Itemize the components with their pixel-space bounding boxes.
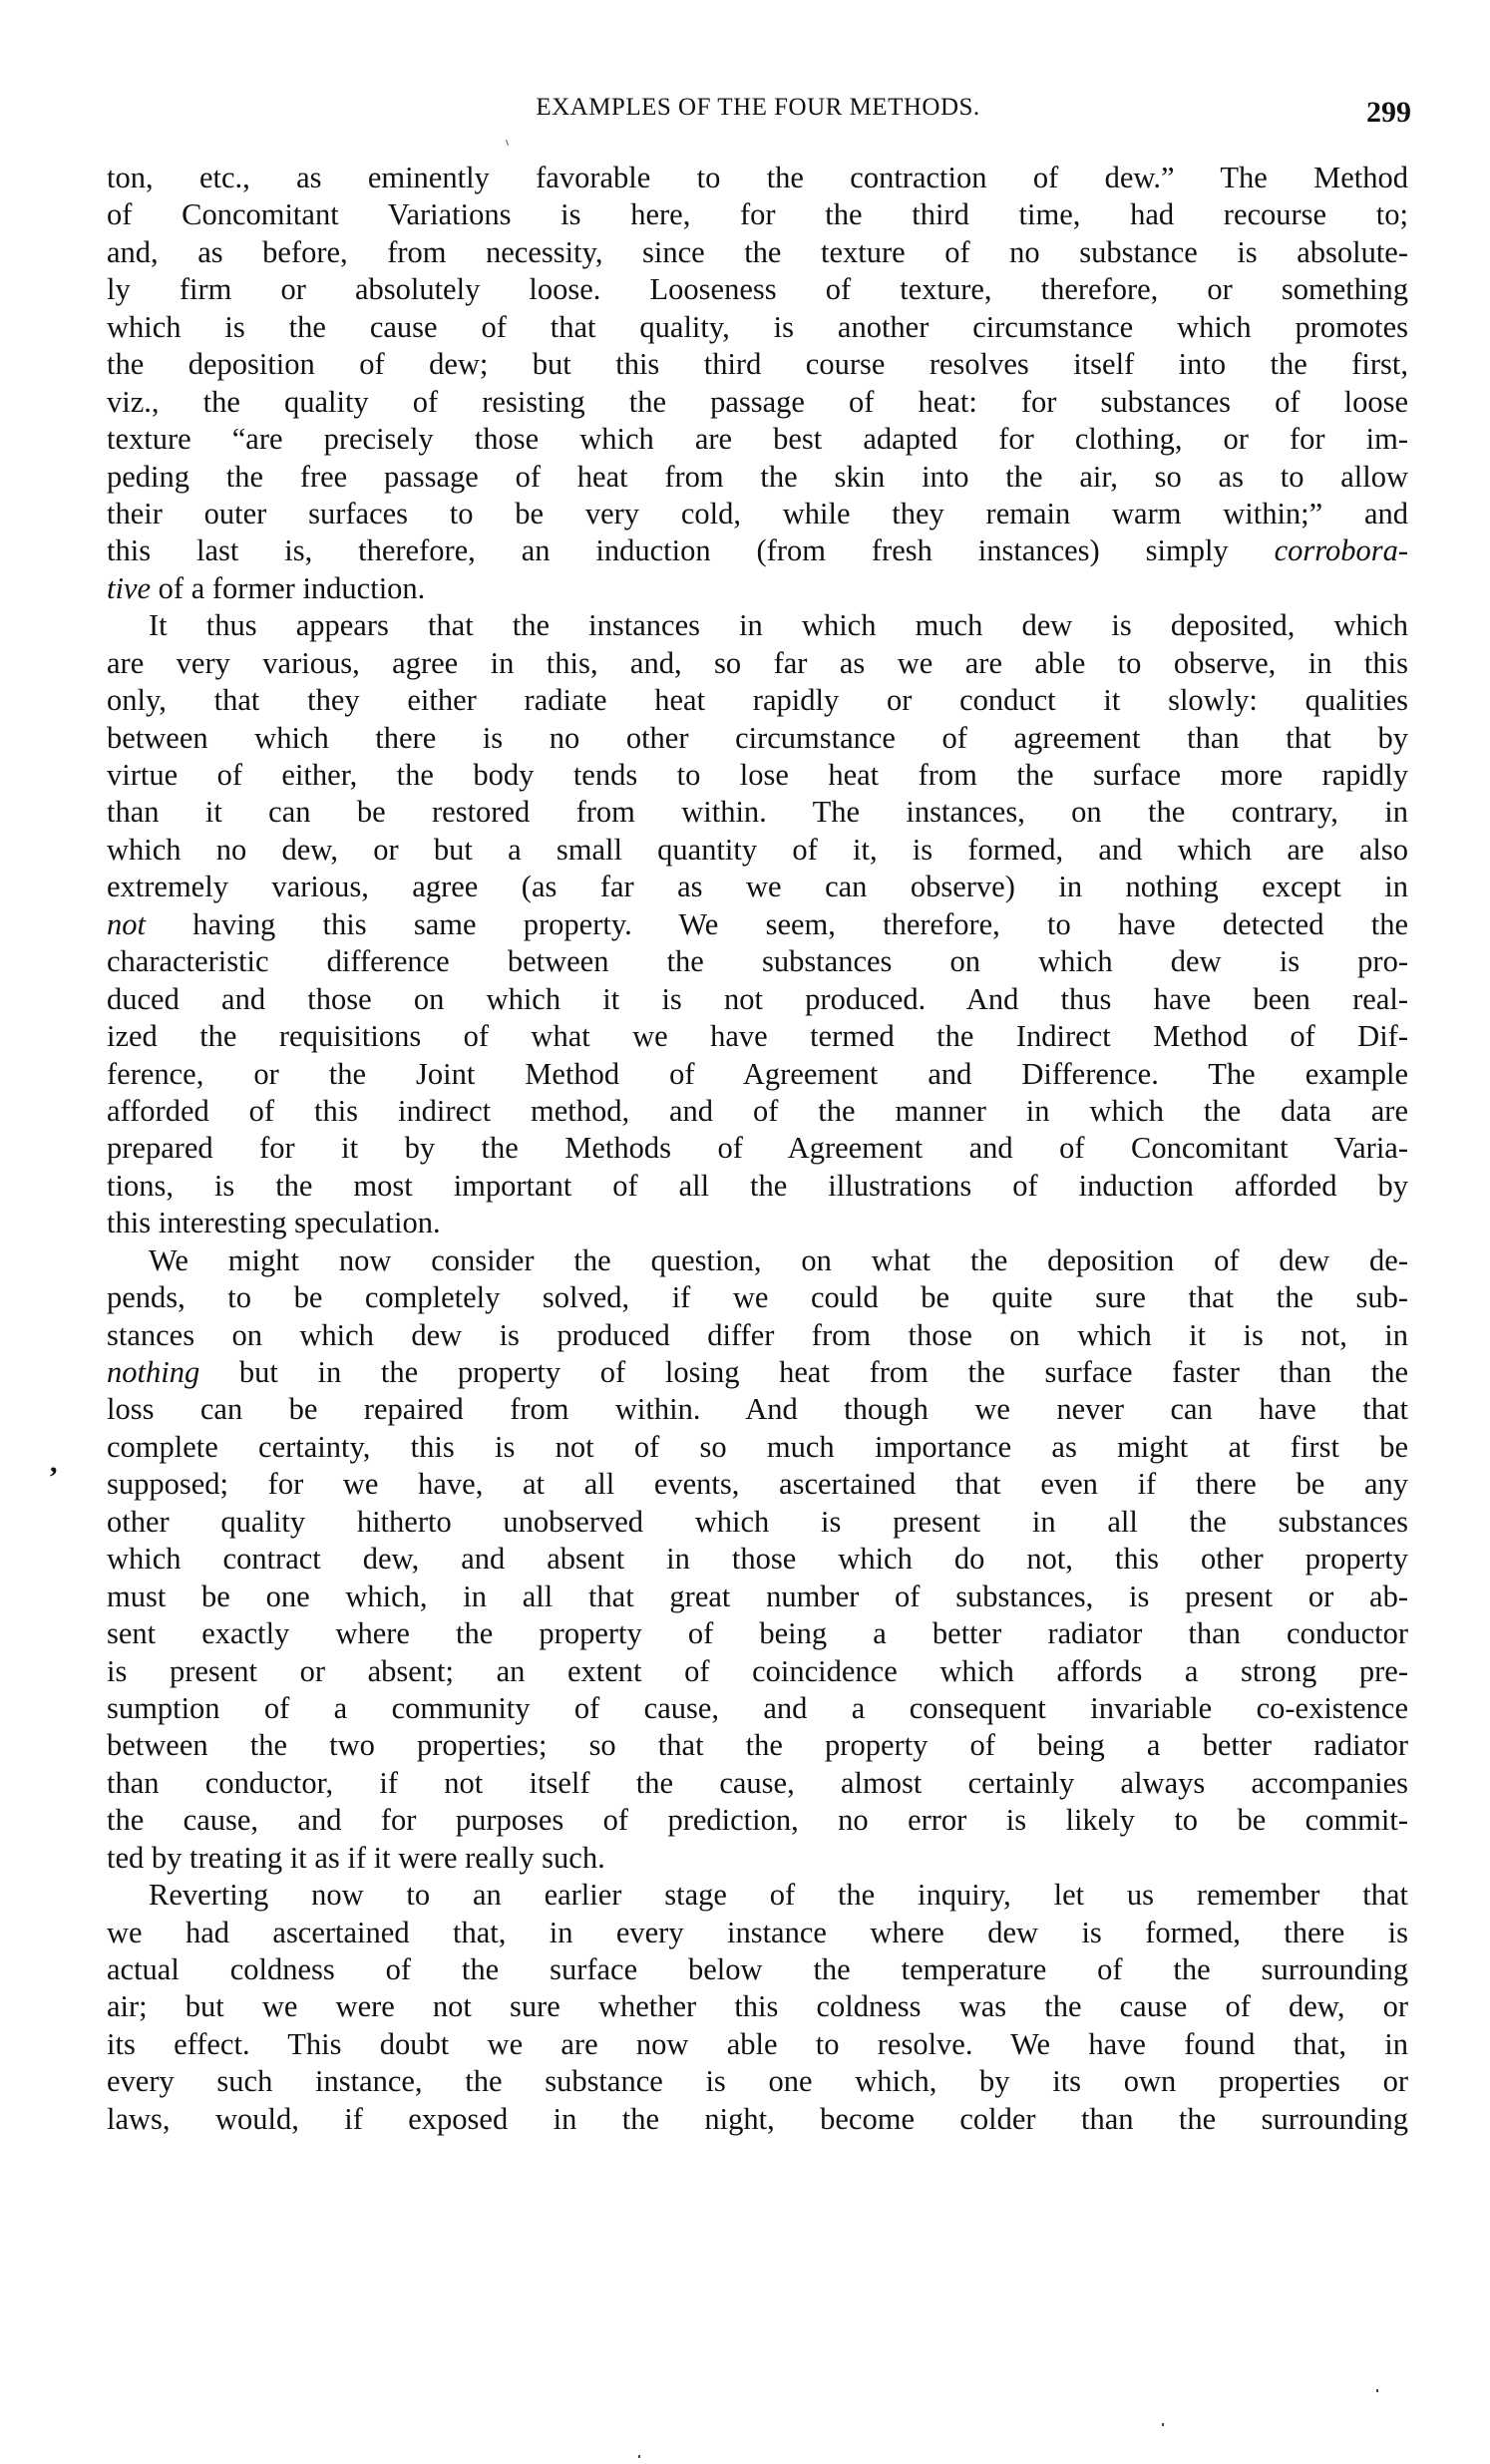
line-text: ted by treating it as if it were really such. <box>107 1840 605 1875</box>
text-line <box>107 906 1408 943</box>
text-line <box>107 720 1408 757</box>
text-line <box>107 757 1408 794</box>
line-text: of a former induction. <box>151 570 426 605</box>
line-text: its effect. This doubt we are now able to resolve. We have found that, in <box>107 2026 1408 2061</box>
line-text: actual coldness of the surface below the temperature of the surrounding <box>107 1952 1408 1986</box>
line-text: afforded of this indirect method, and of the manner in which the data are <box>107 1093 1408 1128</box>
line-text: tions, is the most important of all the illustrations of induction afforded by <box>107 1168 1408 1203</box>
text-line <box>107 1988 1408 2025</box>
line-text: only, that they either radiate heat rapidly or conduct it slowly: qualities <box>107 683 1408 718</box>
line-text: air; but we were not sure whether this coldness was the cause of dew, or <box>107 1989 1408 2024</box>
line-text: ly firm or absolutely loose. Looseness of texture, therefore, or something <box>107 272 1408 307</box>
line-text: extremely various, agree (as far as we can observe) in nothing except in <box>107 870 1408 904</box>
text-line <box>107 607 1408 644</box>
print-speck <box>638 2455 640 2458</box>
italic-word: nothing <box>107 1355 200 1389</box>
text-line <box>107 1690 1408 1727</box>
line-text: It thus appears that the instances in which much dew is deposited, which <box>149 608 1408 643</box>
text-line <box>107 943 1408 980</box>
line-text: than conductor, if not itself the cause, almost certainly always accompanies <box>107 1765 1408 1800</box>
line-text: than it can be restored from within. The instances, on the contrary, in <box>107 795 1408 830</box>
text-line <box>107 1130 1408 1167</box>
line-text: is present or absent; an extent of coincidence which affords a strong pre- <box>107 1653 1408 1688</box>
line-text: duced and those on which it is not produced. And thus have been real- <box>107 981 1408 1016</box>
text-line <box>107 682 1408 719</box>
line-text: which contract dew, and absent in those which do not, this other property <box>107 1542 1408 1577</box>
text-line <box>107 1466 1408 1503</box>
line-text: this last is, therefore, an induction (from fresh instances) simply <box>107 533 1275 568</box>
text-line <box>107 532 1408 569</box>
line-text: texture “are precisely those which are best adapted for clothing, or for im- <box>107 422 1408 457</box>
line-text: and, as before, from necessity, since the texture of no substance is absolute- <box>107 234 1408 269</box>
line-text: we had ascertained that, in every instance where dew is formed, there is <box>107 1915 1408 1949</box>
text-line <box>107 1093 1408 1130</box>
text-line <box>107 1205 1408 1241</box>
line-text: sent exactly where the property of being a better radiator than conductor <box>107 1616 1408 1651</box>
running-header <box>105 88 1411 128</box>
print-speck <box>506 140 509 146</box>
line-text: but in the property of losing heat from the surface faster than the <box>199 1355 1408 1389</box>
text-line <box>107 1317 1408 1354</box>
line-text: which no dew, or but a small quantity of it, is formed, and which are also <box>107 832 1408 867</box>
line-text: characteristic difference between the substances on which dew is pro- <box>107 944 1408 979</box>
text-line <box>107 309 1408 346</box>
text-line <box>107 1915 1408 1951</box>
line-text: the cause, and for purposes of prediction, no error is likely to be commit- <box>107 1803 1408 1838</box>
text-line <box>107 1504 1408 1541</box>
text-line <box>107 421 1408 458</box>
line-text: ized the requisitions of what we have termed the Indirect Method of Dif- <box>107 1019 1408 1054</box>
margin-mark: , <box>50 1446 58 1479</box>
text-line <box>107 794 1408 831</box>
text-line <box>107 1653 1408 1690</box>
text-line <box>107 1951 1408 1988</box>
line-text: the deposition of dew; but this third course resolves itself into the first, <box>107 347 1408 382</box>
text-line <box>107 570 1408 607</box>
text-line <box>107 1168 1408 1205</box>
italic-word: tive <box>107 570 152 605</box>
text-line <box>107 1391 1408 1428</box>
text-line <box>107 496 1408 532</box>
text-line <box>107 869 1408 905</box>
line-text: prepared for it by the Methods of Agreement and of Concomitant Varia- <box>107 1131 1408 1166</box>
text-line <box>107 1765 1408 1802</box>
line-text: pends, to be completely solved, if we could be quite sure that the sub- <box>107 1280 1408 1315</box>
text-line <box>107 1354 1408 1391</box>
text-line <box>107 1615 1408 1652</box>
text-line <box>107 2063 1408 2100</box>
line-text: between the two properties; so that the property of being a better radiator <box>107 1728 1408 1763</box>
running-title: EXAMPLES OF THE FOUR METHODS. <box>536 94 980 121</box>
line-text: every such instance, the substance is one which, by its own properties or <box>107 2064 1408 2099</box>
line-text: must be one which, in all that great number of substances, is present or ab- <box>107 1579 1408 1613</box>
line-text: supposed; for we have, at all events, ascertained that even if there be any <box>107 1467 1408 1502</box>
line-text: between which there is no other circumstance of agreement than that by <box>107 720 1408 755</box>
body-text <box>107 160 1408 2138</box>
text-line <box>107 234 1408 271</box>
line-text: viz., the quality of resisting the passage of heat: for substances of loose <box>107 384 1408 419</box>
print-speck <box>1162 2423 1164 2426</box>
line-text: ton, etc., as eminently favorable to the contraction of dew.” The Method <box>107 161 1408 194</box>
line-text: loss can be repaired from within. And though we never can have that <box>107 1392 1408 1427</box>
text-line <box>107 384 1408 421</box>
italic-word: corrobora- <box>1274 533 1408 568</box>
text-line <box>107 2101 1408 2138</box>
line-text: of Concomitant Variations is here, for the third time, had recourse to; <box>107 197 1408 232</box>
text-line <box>107 2026 1408 2063</box>
line-text: this interesting speculation. <box>107 1206 441 1240</box>
text-line <box>107 1279 1408 1316</box>
line-text: complete certainty, this is not of so much importance as might at first be <box>107 1429 1408 1464</box>
text-line <box>107 1727 1408 1764</box>
text-line <box>107 1056 1408 1093</box>
italic-word: not <box>107 906 146 941</box>
text-line <box>107 1840 1408 1877</box>
text-line <box>107 1579 1408 1615</box>
text-line <box>107 832 1408 869</box>
line-text: virtue of either, the body tends to lose heat from the surface more rapidly <box>107 758 1408 792</box>
line-text: laws, would, if exposed in the night, become colder than the surrounding <box>107 2101 1408 2136</box>
line-text: sumption of a community of cause, and a consequent invariable co-existence <box>107 1690 1408 1725</box>
text-line <box>107 1541 1408 1578</box>
line-text: Reverting now to an earlier stage of the inquiry, let us remember that <box>149 1878 1408 1913</box>
line-text: ference, or the Joint Method of Agreement and Difference. The example <box>107 1056 1408 1091</box>
line-text: having this same property. We seem, therefore, to have detected the <box>145 906 1408 941</box>
text-line <box>107 1429 1408 1466</box>
line-text: other quality hitherto unobserved which is present in all the substances <box>107 1504 1408 1539</box>
line-text: their outer surfaces to be very cold, while they remain warm within;” and <box>107 496 1408 530</box>
text-line <box>107 459 1408 496</box>
text-line <box>107 196 1408 233</box>
text-line <box>107 271 1408 308</box>
line-text: are very various, agree in this, and, so far as we are able to observe, in this <box>107 645 1408 680</box>
text-line <box>107 1018 1408 1055</box>
line-text: stances on which dew is produced differ from those on which it is not, in <box>107 1317 1408 1352</box>
line-text: We might now consider the question, on what the deposition of dew de- <box>149 1242 1408 1277</box>
page-number: 299 <box>1366 96 1411 129</box>
text-line <box>107 1242 1408 1279</box>
text-line <box>107 346 1408 383</box>
line-text: peding the free passage of heat from the skin into the air, so as to allow <box>107 459 1408 494</box>
text-line <box>107 1877 1408 1914</box>
print-speck <box>1376 2389 1378 2392</box>
text-line <box>107 981 1408 1018</box>
text-line <box>107 645 1408 682</box>
text-line <box>107 160 1408 196</box>
text-line <box>107 1802 1408 1839</box>
line-text: which is the cause of that quality, is another circumstance which promotes <box>107 309 1408 344</box>
